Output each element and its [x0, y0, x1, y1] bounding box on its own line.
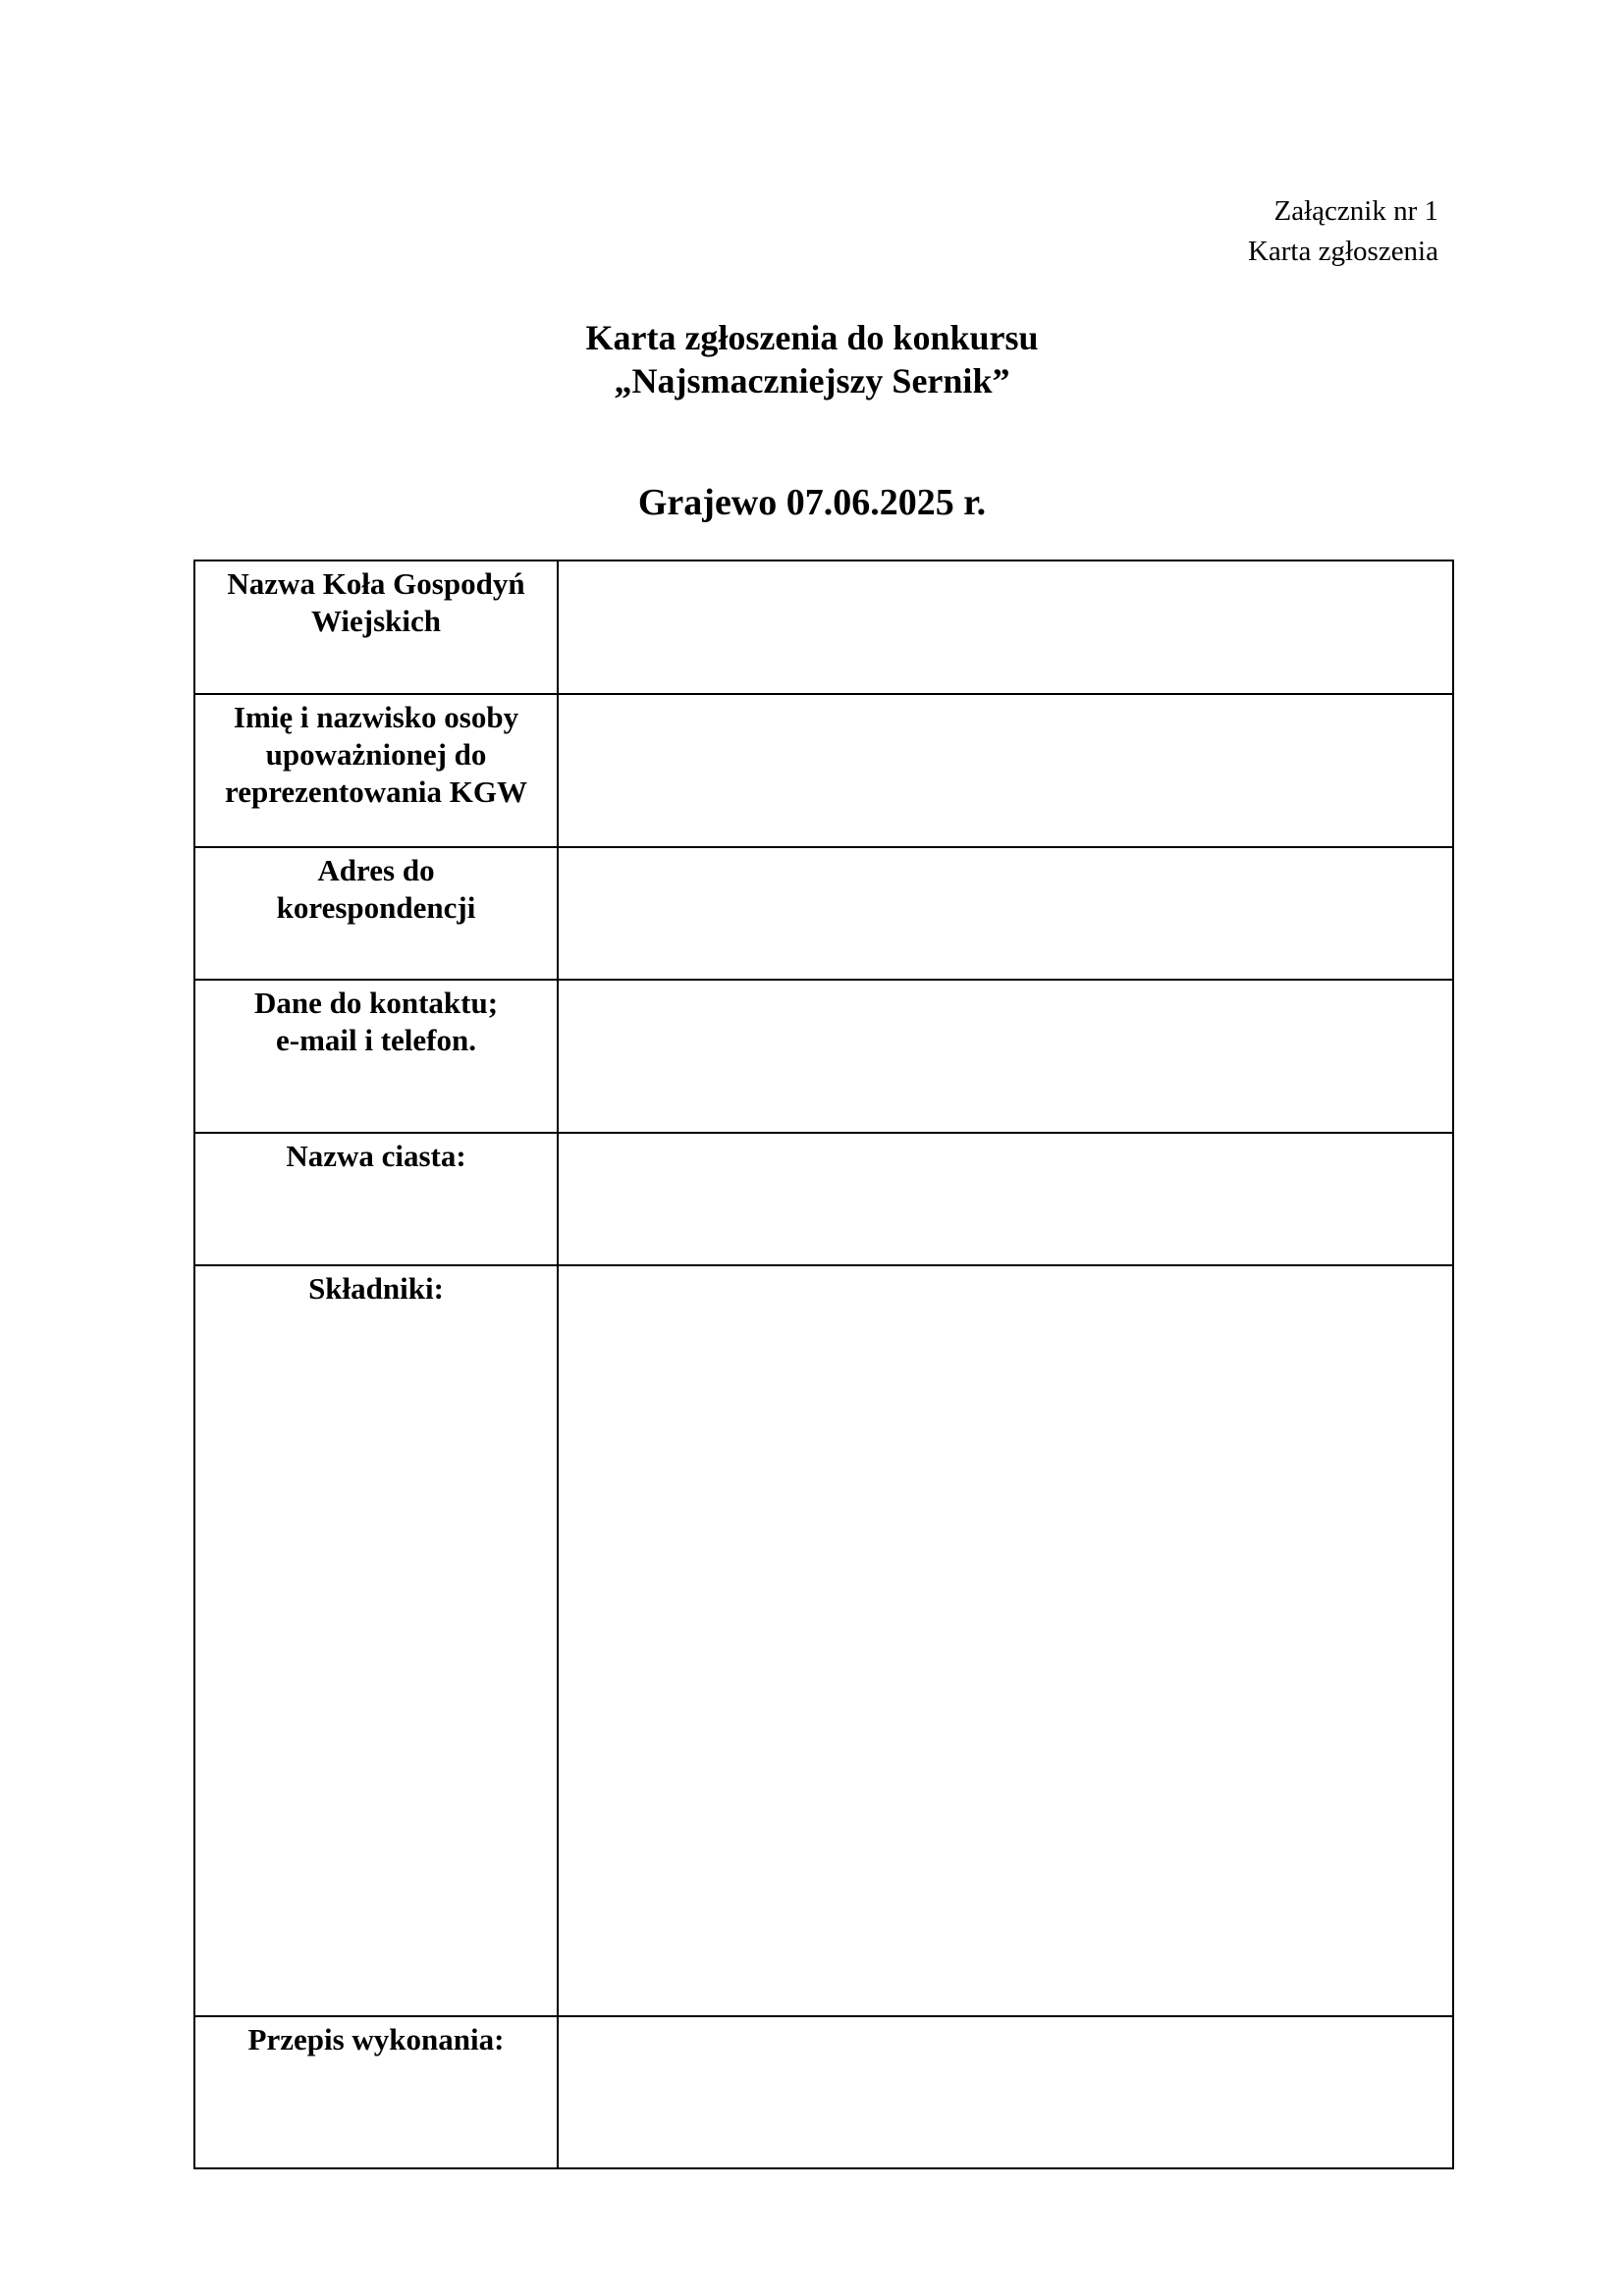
label-line: Adres do — [317, 853, 435, 887]
label-representative — [194, 694, 558, 847]
label-line: e-mail i telefon. — [275, 1023, 476, 1057]
label-line: Imię i nazwisko osoby — [233, 700, 519, 734]
label-address — [194, 847, 558, 980]
entry-form-table — [193, 560, 1454, 2169]
label-line: Nazwa Koła Gospodyń — [227, 566, 525, 601]
label-kgw-name — [194, 561, 558, 694]
table-row — [194, 980, 1453, 1133]
field-recipe[interactable] — [558, 2016, 1453, 2168]
table-row — [194, 561, 1453, 694]
field-ingredients[interactable] — [558, 1265, 1453, 2016]
place-date: Grajewo 07.06.2025 r. — [637, 482, 987, 523]
label-line: reprezentowania KGW — [225, 774, 527, 809]
document-title — [0, 316, 1624, 402]
label-line: korespondencji — [276, 890, 476, 925]
field-kgw-name[interactable] — [558, 561, 1453, 694]
title-line-1: Karta zgłoszenia do konkursu — [585, 318, 1039, 357]
table-row — [194, 2016, 1453, 2168]
attachment-name: Karta zgłoszenia — [1247, 236, 1438, 267]
label-ingredients — [194, 1265, 558, 2016]
label-line: Dane do kontaktu; — [253, 986, 499, 1020]
table-row — [194, 1265, 1453, 2016]
table-row — [194, 1133, 1453, 1265]
label-line: Składniki: — [308, 1271, 444, 1306]
field-representative[interactable] — [558, 694, 1453, 847]
label-line: upoważnionej do — [265, 737, 487, 772]
label-recipe — [194, 2016, 558, 2168]
table-row — [194, 694, 1453, 847]
field-contact[interactable] — [558, 980, 1453, 1133]
field-cake-name[interactable] — [558, 1133, 1453, 1265]
table-row — [194, 847, 1453, 980]
label-line: Przepis wykonania: — [247, 2022, 505, 2056]
attachment-number: Załącznik nr 1 — [1273, 195, 1438, 227]
attachment-header — [1248, 191, 1438, 272]
label-line: Wiejskich — [310, 604, 442, 638]
label-contact — [194, 980, 558, 1133]
label-line: Nazwa ciasta: — [286, 1139, 466, 1173]
label-cake-name — [194, 1133, 558, 1265]
title-line-2: „Najsmaczniejszy Sernik” — [614, 361, 1010, 400]
field-address[interactable] — [558, 847, 1453, 980]
